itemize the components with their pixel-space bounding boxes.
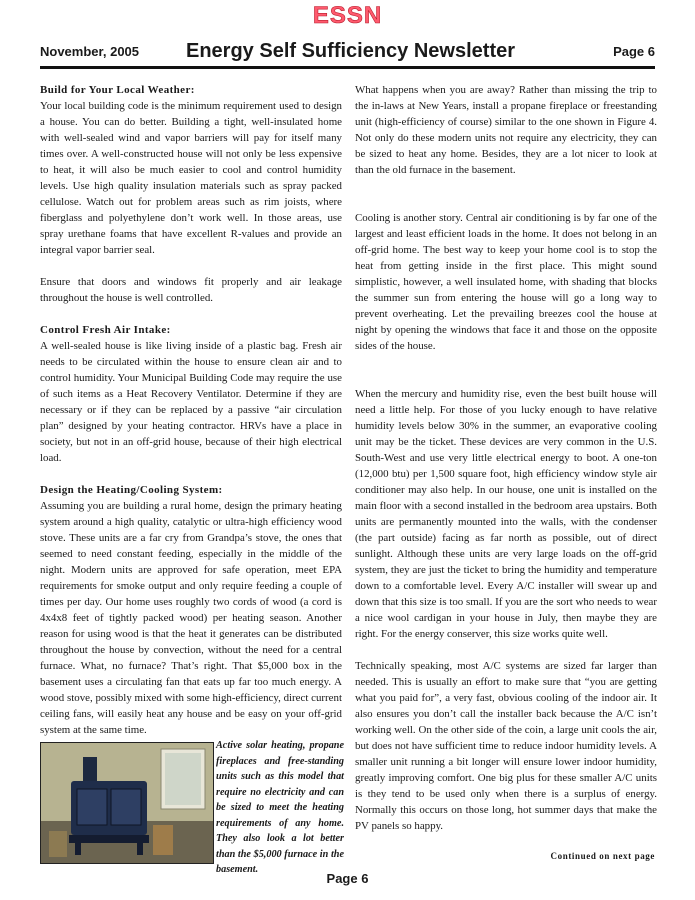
paragraph: What happens when you are away? Rather than missing the trip to the in-laws at New Years, install a propane fireplace or freestanding unit (high-efficiency of course) similar to the one shown in Figure 4. Not only do these modern units not require any electricity, they can be sized to heat any home. Besides, they are a lot nicer to look at than the old furnace in the basement. <box>355 84 657 176</box>
paragraph: Technically speaking, most A/C systems are sized far larger than needed. This is usually an effort to make sure that “you are getting what you paid for”, a very fast, obvious cooling of the indoor air. It also ensures you don’t call the installer back because the A/C isn’t working well. On the other side of the coin, a large unit cools the air, but does not have sufficient time to reduce indoor humidity levels. A smaller unit running a bit longer will ensure lower indoor humidity, greatly improving comfort. One big plus for these smaller A/C units is they tend to be used only when there is a surplus of energy. Normally this occurs on those long, hot summer days that make the PV panels so happy. <box>355 660 657 832</box>
footer-page-number: Page 6 <box>326 871 369 886</box>
newsletter-title: Energy Self Sufficiency Newsletter <box>186 40 516 62</box>
paragraph: Cooling is another story. Central air conditioning is by far one of the largest and least efficient loads in the home. It does not belong in an off-grid home. The best way to keep your home cool is to stop the heat from getting inside in the first place. This might sound simplistic, however, a well insulated home, with shading that blocks the summer sun from entering the house will go a long way to prevent overheating. Let the prevailing breezes cool the house at night by opening the windows that face it and those on the opposite sides of the house. <box>355 212 657 352</box>
paragraph: Ensure that doors and windows fit properly and air leakage throughout the house is well controlled. <box>40 276 342 304</box>
newsletter-logo: ESSN <box>312 2 383 29</box>
paragraph: A well-sealed house is like living inside of a plastic bag. Fresh air needs to be circulated within the house to ensure clean air and to control humidity. Your Municipal Building Code may require the use of such items as a Heat Recovery Ventilator. Determine if they are necessary or if they can be replaced by a passive “air circulation plan” designed by your heating contractor. HRVs have a place in society, but not in an off-grid house, because of their high electrical load. <box>40 340 342 464</box>
section-heading-fresh-air: Control Fresh Air Intake: <box>40 324 171 336</box>
section-heading-weather: Build for Your Local Weather: <box>40 84 195 96</box>
header-rule <box>40 66 655 69</box>
page-number: Page 6 <box>613 44 655 59</box>
left-column <box>40 82 344 875</box>
paragraph: Assuming you are building a rural home, design the primary heating system around a high quality, catalytic or ultra-high efficiency wood stove. These units are a far cry from Grandpa’s stove, the ones that seemed to need constant feeding, especially in the middle of the night. Modern units are approved for safe operation, meet EPA requirements for smoke output and only require feeding a couple of times per day. Our home uses roughly two cords of wood (a cord is 4x4x8 feet of tightly packed wood) per heating season. Another reason for using wood is that the heat it generates can be distributed throughout the house by convection, without the need for a central furnace. What, no furnace? That’s right. That $5,000 box in the basement uses a circulating fan that eats up far too much energy. A wood stove, possibly mixed with some high-efficiency, direct current ceiling fans, will easily heat any house and be easy on your off-grid system at the same time. <box>40 500 342 736</box>
figure <box>40 738 344 875</box>
section-heading-heating-cooling: Design the Heating/Cooling System: <box>40 484 223 496</box>
right-column <box>355 82 657 834</box>
photo-caption: Active solar heating, propane fireplaces and free-standing units such as this model that require no electricity and can be sized to meet the heating requirements of any home. They also look a lot better than the $5,000 furnace in the basement. <box>216 740 344 875</box>
issue-date: November, 2005 <box>40 44 140 59</box>
wood-stove-photo <box>40 742 214 864</box>
paragraph: When the mercury and humidity rise, even the best built house will need a little help. For those of you lucky enough to have relative humidity levels below 30% in the summer, an evaporative cooling unit may be the ticket. These devices are very common in the U.S. South-West and use very little electrical energy to boot. A one-ton (12,000 btu) per 1,500 square foot, high efficiency window style air conditioner may also help. In our house, one unit is installed on the main floor with a second installed in the bedroom area upstairs. Both units are permanently mounted into the walls, with the condenser (the part outside) facing as far north as possible, out of direct sunlight. Although these units are very large loads on the off-grid system, they are just the ticket to bring the humidity and temperature down to a comfortable level. Every A/C installer will swear up and down that this size is too small. If you are the sort who needs to wear a nice wool cardigan in your house in July, then maybe they are right. For the energy conserver, this size works quite well. <box>355 388 657 640</box>
continued-note: Continued on next page <box>550 851 655 861</box>
page-header <box>40 40 655 66</box>
paragraph: Your local building code is the minimum requirement used to design a house. You can do better. Building a tight, well-insulated home with well-sealed wind and vapor barriers will pay for itself many times over. A well-constructed house will not only be less expensive to heat, it will also be much easier to cool and control humidity levels. Use high quality insulation materials such as spray packed cellulose. Watch out for problem areas such as rim joists, where fiberglass and polyethylene don’t work well. In those areas, use spray urethane foams that have excellent R-values and provide an integral vapor barrier seal. <box>40 100 342 256</box>
